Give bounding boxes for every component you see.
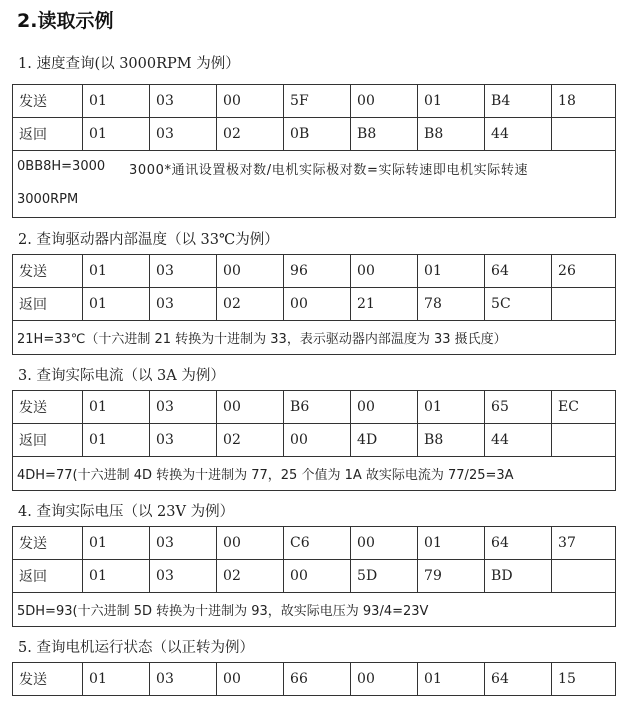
byte-cell: 03 — [150, 424, 217, 457]
byte-cell — [552, 424, 616, 457]
note-text: 21H=33℃（十六进制 21 转换为十进制为 33，表示驱动器内部温度为 33 摄氏度） — [13, 321, 616, 355]
note-block — [13, 151, 615, 217]
byte-cell: 03 — [150, 391, 217, 424]
send-label: 发送 — [13, 663, 83, 696]
byte-cell: 01 — [83, 118, 150, 151]
return-label: 返回 — [13, 288, 83, 321]
byte-cell: 01 — [83, 424, 150, 457]
byte-cell: 02 — [217, 424, 284, 457]
send-row — [13, 663, 616, 696]
byte-cell: 0B — [284, 118, 351, 151]
byte-cell: 00 — [217, 663, 284, 696]
send-row — [13, 391, 616, 424]
byte-cell: 01 — [83, 288, 150, 321]
return-row — [13, 424, 616, 457]
byte-cell: 64 — [485, 255, 552, 288]
byte-cell: 00 — [351, 85, 418, 118]
send-label: 发送 — [13, 85, 83, 118]
send-row — [13, 527, 616, 560]
byte-cell: 01 — [83, 527, 150, 560]
byte-cell: 01 — [83, 85, 150, 118]
byte-cell: 01 — [418, 255, 485, 288]
byte-cell: 96 — [284, 255, 351, 288]
byte-cell: 00 — [284, 288, 351, 321]
byte-cell: 64 — [485, 663, 552, 696]
note-row — [13, 321, 616, 355]
byte-cell: 00 — [284, 424, 351, 457]
byte-cell — [552, 118, 616, 151]
send-label: 发送 — [13, 255, 83, 288]
byte-cell: 03 — [150, 85, 217, 118]
byte-cell: BD — [485, 560, 552, 593]
byte-cell: 15 — [552, 663, 616, 696]
example-1-table — [12, 84, 616, 218]
byte-cell: 65 — [485, 391, 552, 424]
byte-cell: 00 — [351, 527, 418, 560]
byte-cell: 01 — [418, 663, 485, 696]
example-1-heading: 1. 速度查询(以 3000RPM 为例） — [18, 56, 240, 72]
byte-cell — [552, 288, 616, 321]
byte-cell: 01 — [83, 663, 150, 696]
byte-cell: 00 — [217, 391, 284, 424]
section-title: 2.读取示例 — [17, 10, 114, 32]
byte-cell: 5D — [351, 560, 418, 593]
byte-cell — [552, 560, 616, 593]
example-5-table — [12, 662, 616, 696]
byte-cell: 00 — [217, 85, 284, 118]
byte-cell: B8 — [418, 118, 485, 151]
send-label: 发送 — [13, 527, 83, 560]
byte-cell: 02 — [217, 560, 284, 593]
byte-cell: B6 — [284, 391, 351, 424]
send-row — [13, 255, 616, 288]
example-4-table — [12, 526, 616, 627]
byte-cell: 5F — [284, 85, 351, 118]
byte-cell: 44 — [485, 424, 552, 457]
byte-cell: 01 — [418, 85, 485, 118]
return-label: 返回 — [13, 118, 83, 151]
byte-cell: 03 — [150, 255, 217, 288]
byte-cell: 01 — [418, 527, 485, 560]
byte-cell: 18 — [552, 85, 616, 118]
example-3-table — [12, 390, 616, 491]
return-label: 返回 — [13, 424, 83, 457]
byte-cell: B8 — [418, 424, 485, 457]
byte-cell: 79 — [418, 560, 485, 593]
send-row — [13, 85, 616, 118]
return-row — [13, 560, 616, 593]
byte-cell: 03 — [150, 118, 217, 151]
byte-cell: 00 — [351, 663, 418, 696]
note-text: 4DH=77(十六进制 4D 转换为十进制为 77，25 个值为 1A 故实际电流为 77/25=3A — [13, 457, 616, 491]
example-2-table — [12, 254, 616, 355]
byte-cell: 00 — [217, 527, 284, 560]
byte-cell: 03 — [150, 288, 217, 321]
byte-cell: 02 — [217, 118, 284, 151]
byte-cell: 5C — [485, 288, 552, 321]
byte-cell: 01 — [418, 391, 485, 424]
byte-cell: 66 — [284, 663, 351, 696]
return-row — [13, 118, 616, 151]
byte-cell: 00 — [351, 391, 418, 424]
return-row — [13, 288, 616, 321]
byte-cell: 01 — [83, 391, 150, 424]
byte-cell: 01 — [83, 255, 150, 288]
note-text: 0BB8H=3000 — [17, 159, 106, 174]
byte-cell: 03 — [150, 527, 217, 560]
example-3-heading: 3. 查询实际电流（以 3A 为例） — [18, 368, 225, 384]
return-label: 返回 — [13, 560, 83, 593]
byte-cell: 00 — [217, 255, 284, 288]
example-4-heading: 4. 查询实际电压（以 23V 为例） — [18, 504, 235, 520]
byte-cell: 03 — [150, 663, 217, 696]
example-5-heading: 5. 查询电机运行状态（以正转为例） — [18, 640, 254, 656]
byte-cell: 02 — [217, 288, 284, 321]
send-label: 发送 — [13, 391, 83, 424]
note-row — [13, 457, 616, 491]
byte-cell: 4D — [351, 424, 418, 457]
example-2-heading: 2. 查询驱动器内部温度（以 33℃为例） — [18, 232, 279, 248]
byte-cell: 01 — [83, 560, 150, 593]
note-text: 3000RPM — [17, 192, 79, 207]
byte-cell: 00 — [351, 255, 418, 288]
byte-cell: 78 — [418, 288, 485, 321]
byte-cell: 64 — [485, 527, 552, 560]
byte-cell: 21 — [351, 288, 418, 321]
byte-cell: 37 — [552, 527, 616, 560]
byte-cell: C6 — [284, 527, 351, 560]
byte-cell: 26 — [552, 255, 616, 288]
byte-cell: 03 — [150, 560, 217, 593]
byte-cell: B4 — [485, 85, 552, 118]
note-text: 3000*通讯设置极对数/电机实际极对数=实际转速即电机实际转速 — [129, 163, 529, 178]
note-row — [13, 151, 616, 218]
note-text: 5DH=93(十六进制 5D 转换为十进制为 93，故实际电压为 93/4=23V — [13, 593, 616, 627]
byte-cell: B8 — [351, 118, 418, 151]
byte-cell: 44 — [485, 118, 552, 151]
byte-cell: 00 — [284, 560, 351, 593]
byte-cell: EC — [552, 391, 616, 424]
note-row — [13, 593, 616, 627]
